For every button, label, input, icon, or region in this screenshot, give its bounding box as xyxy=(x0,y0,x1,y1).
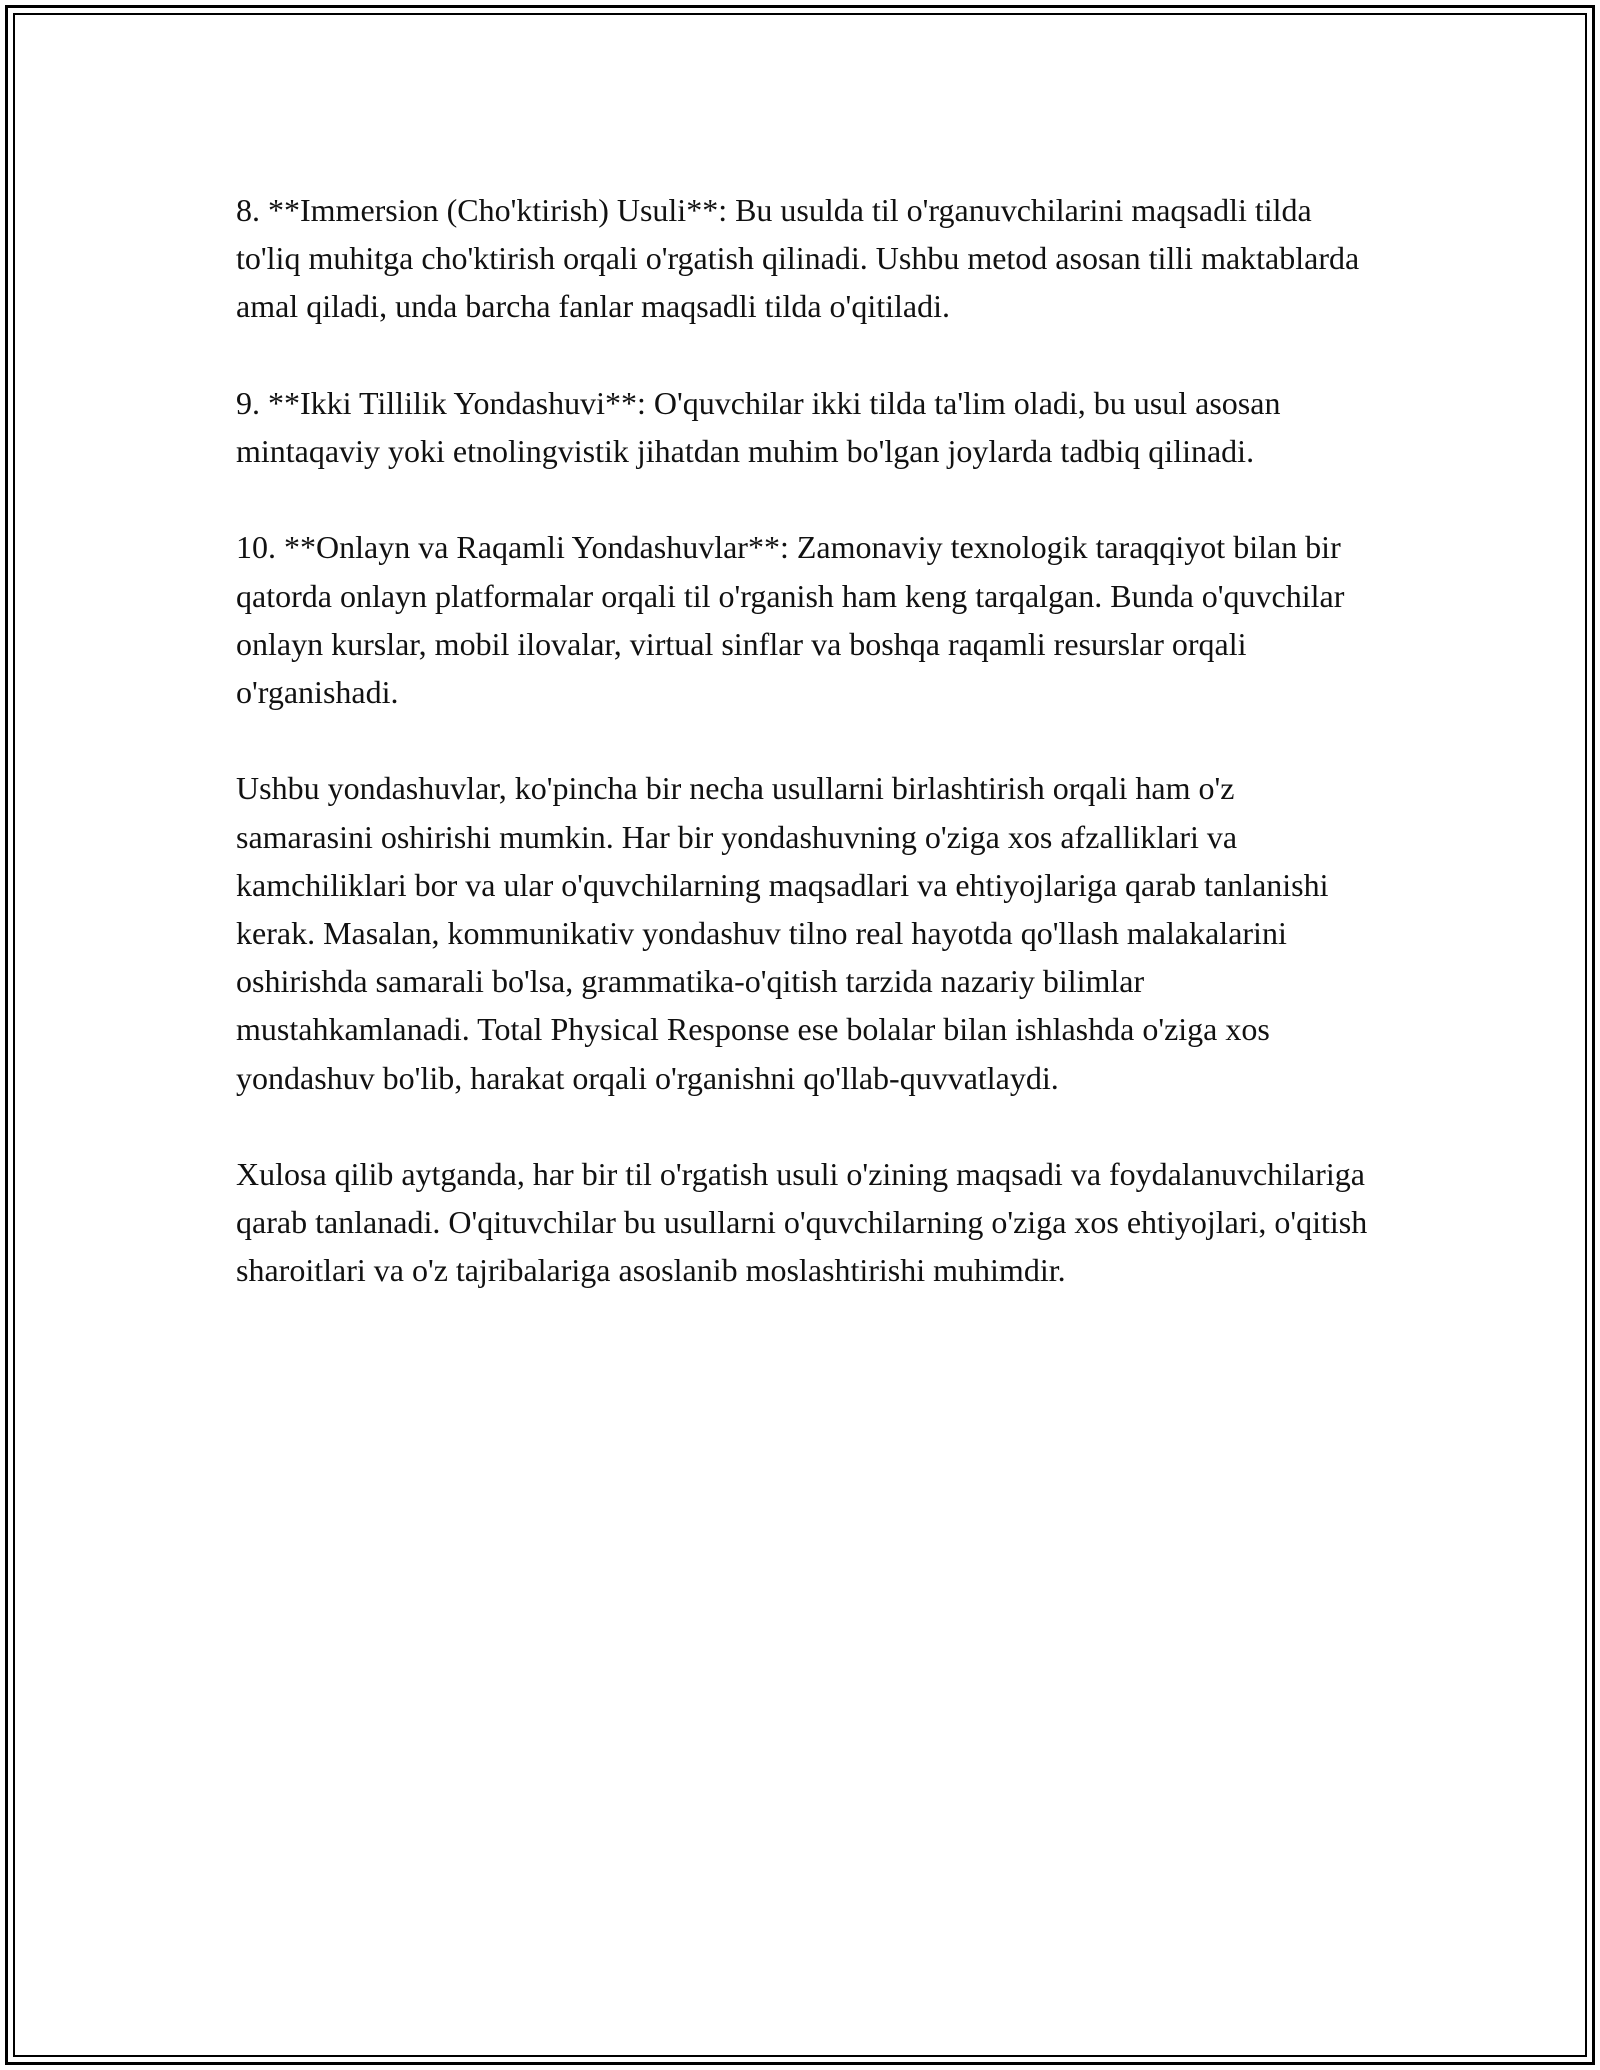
document-body xyxy=(236,186,1376,1343)
paragraph-immersion-method: 8. **Immersion (Cho'ktirish) Usuli**: Bu usulda til o'rganuvchilarini maqsadli tilda to'liq muhitga cho'ktirish orqali o'rgatish qilinadi. Ushbu metod asosan tilli maktablarda amal qiladi, unda barcha fanlar maqsadli tilda o'qitiladi. xyxy=(236,192,1360,325)
paragraph-bilingual-approach: 9. **Ikki Tillilik Yondashuvi**: O'quvchilar ikki tilda ta'lim oladi, bu usul asosan mintaqaviy yoki etnolingvistik jihatdan muhim bo'lgan joylarda tadbiq qilinadi. xyxy=(236,384,1281,469)
paragraph-conclusion: Xulosa qilib aytganda, har bir til o'rgatish usuli o'zining maqsadi va foydalanuvchilariga qarab tanlanadi. O'qituvchilar bu usullarni o'quvchilarning o'ziga xos ehtiyojlari, o'qitish sharoitlari va o'z tajribalariga asoslanib moslashtirishi muhimdir. xyxy=(236,1156,1368,1289)
paragraph-online-digital-approaches: 10. **Onlayn va Raqamli Yondashuvlar**: Zamonaviy texnologik taraqqiyot bilan bir qatorda onlayn platformalar orqali til o'rganish ham keng tarqalgan. Bunda o'quvchilar onlayn kurslar, mobil ilovalar, virtual sinflar va boshqa raqamli resurslar orqali o'rganishadi. xyxy=(236,529,1345,710)
paragraph-approaches-summary: Ushbu yondashuvlar, ko'pincha bir necha usullarni birlashtirish orqali ham o'z samarasini oshirishi mumkin. Har bir yondashuvning o'ziga xos afzalliklari va kamchiliklari bor va ular o'quvchilarning maqsadlari va ehtiyojlariga qarab tanlanishi kerak. Masalan, kommunikativ yondashuv tilno real hayotda qo'llash malakalarini oshirishda samarali bo'lsa, grammatika-o'qitish tarzida nazariy bilimlar mustahkamlanadi. Total Physical Response ese bolalar bilan ishlashda o'ziga xos yondashuv bo'lib, harakat orqali o'rganishni qo'llab-quvvatlaydi. xyxy=(236,770,1329,1096)
